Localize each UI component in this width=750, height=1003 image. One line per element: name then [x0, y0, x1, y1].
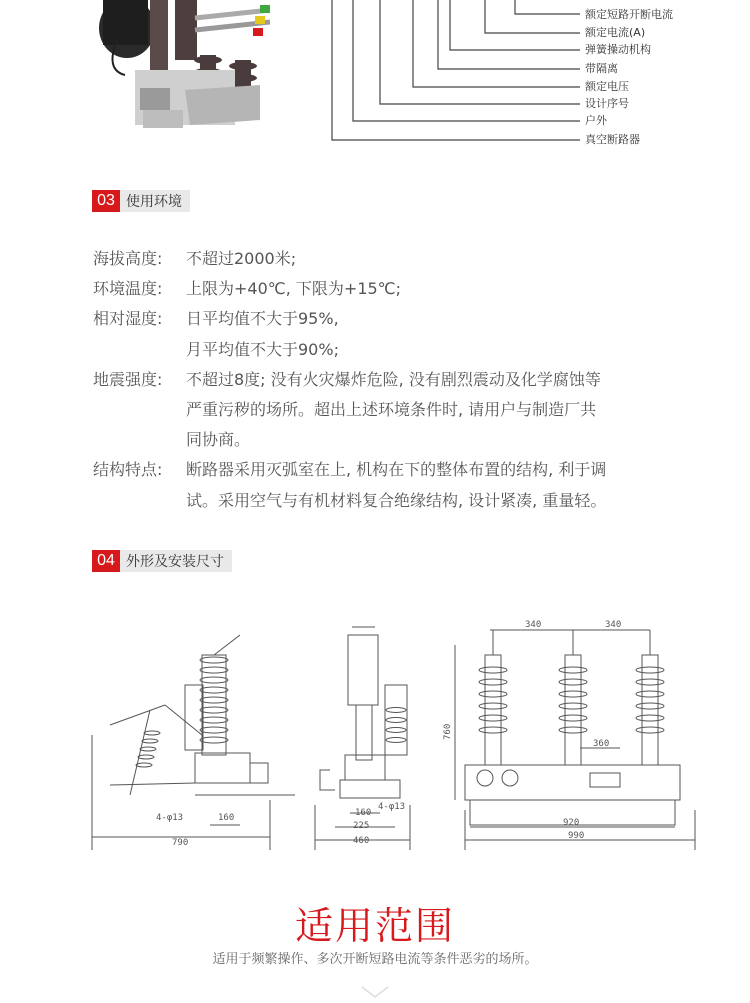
dim-label: 360: [593, 739, 610, 749]
dim-label: 160: [218, 813, 235, 823]
scope-title: 适用范围: [294, 904, 455, 948]
env-text: 试。采用空气与有机材料复合绝缘结构, 设计紧凑, 重量轻。: [186, 491, 607, 510]
env-label: 环境温度:: [93, 279, 163, 298]
dim-label: 790: [172, 838, 189, 848]
legend-item: 额定电压: [585, 80, 629, 93]
dim-label: 4-φ13: [156, 813, 184, 823]
drawings-svg: [90, 615, 700, 855]
env-label: 相对湿度:: [93, 309, 163, 328]
legend-item: 户外: [585, 114, 607, 127]
env-text: 不超过2000米;: [186, 249, 297, 268]
env-row-seismic-cont: [93, 394, 596, 425]
legend-item: 额定电流(A): [585, 26, 646, 39]
dim-label: 340: [605, 620, 622, 630]
legend-item: 设计序号: [585, 97, 629, 110]
section-03-header: [92, 190, 190, 212]
env-row-structure: [93, 454, 606, 485]
env-row-altitude: [93, 243, 296, 274]
legend-item: 带隔离: [585, 62, 618, 75]
env-text: 月平均值不大于90%;: [186, 340, 339, 359]
env-text: 同协商。: [186, 430, 251, 449]
dim-label: 340: [525, 620, 542, 630]
section-title: 外形及安装尺寸: [120, 550, 232, 572]
env-label: 地震强度:: [93, 370, 163, 389]
legend-item: 弹簧操动机构: [585, 43, 651, 56]
env-text: 断路器采用灭弧室在上, 机构在下的整体布置的结构, 利于调: [186, 460, 607, 479]
env-row-seismic-cont2: [93, 424, 250, 455]
dimension-drawings: [90, 615, 700, 855]
side-view-drawing: [92, 635, 295, 850]
legend-item: 额定短路开断电流: [585, 8, 673, 21]
section-number: 04: [92, 550, 120, 572]
product-photo: [95, 0, 270, 130]
env-row-seismic: [93, 364, 601, 395]
dim-label: 225: [353, 821, 370, 831]
phase-c: [636, 655, 664, 765]
env-text: 不超过8度; 没有火灾爆炸危险, 没有剧烈震动及化学腐蚀等: [186, 370, 601, 389]
dim-label: 920: [563, 818, 580, 828]
dim-label: 460: [353, 836, 370, 846]
dim-label: 760: [443, 723, 453, 740]
section-number: 03: [92, 190, 120, 212]
three-phase-view-drawing: [455, 630, 695, 850]
env-row-humidity: [93, 303, 339, 334]
phase-a: [479, 655, 507, 765]
model-legend-diagram: [325, 0, 685, 150]
env-text: 上限为+40℃, 下限为+15℃;: [186, 279, 402, 298]
scope-subtitle: 适用于频繁操作、多次开断短路电流等条件恶劣的场所。: [212, 952, 538, 967]
env-row-structure-cont: [93, 485, 606, 516]
env-row-temperature: [93, 273, 401, 304]
dim-label: 160: [355, 808, 372, 818]
env-label: 结构特点:: [93, 460, 163, 479]
dim-label: 4-φ13: [378, 802, 406, 812]
legend-item: 真空断路器: [585, 133, 640, 146]
env-label: 海拔高度:: [93, 249, 163, 268]
env-text: 日平均值不大于95%,: [186, 309, 339, 328]
env-row-humidity-cont: [93, 334, 339, 365]
section-04-header: [92, 550, 232, 572]
dim-label: 990: [568, 831, 585, 841]
section-title: 使用环境: [120, 190, 190, 212]
chevron-down-icon: [360, 984, 390, 1003]
env-text: 严重污秽的场所。超出上述环境条件时, 请用户与制造厂共: [186, 400, 597, 419]
